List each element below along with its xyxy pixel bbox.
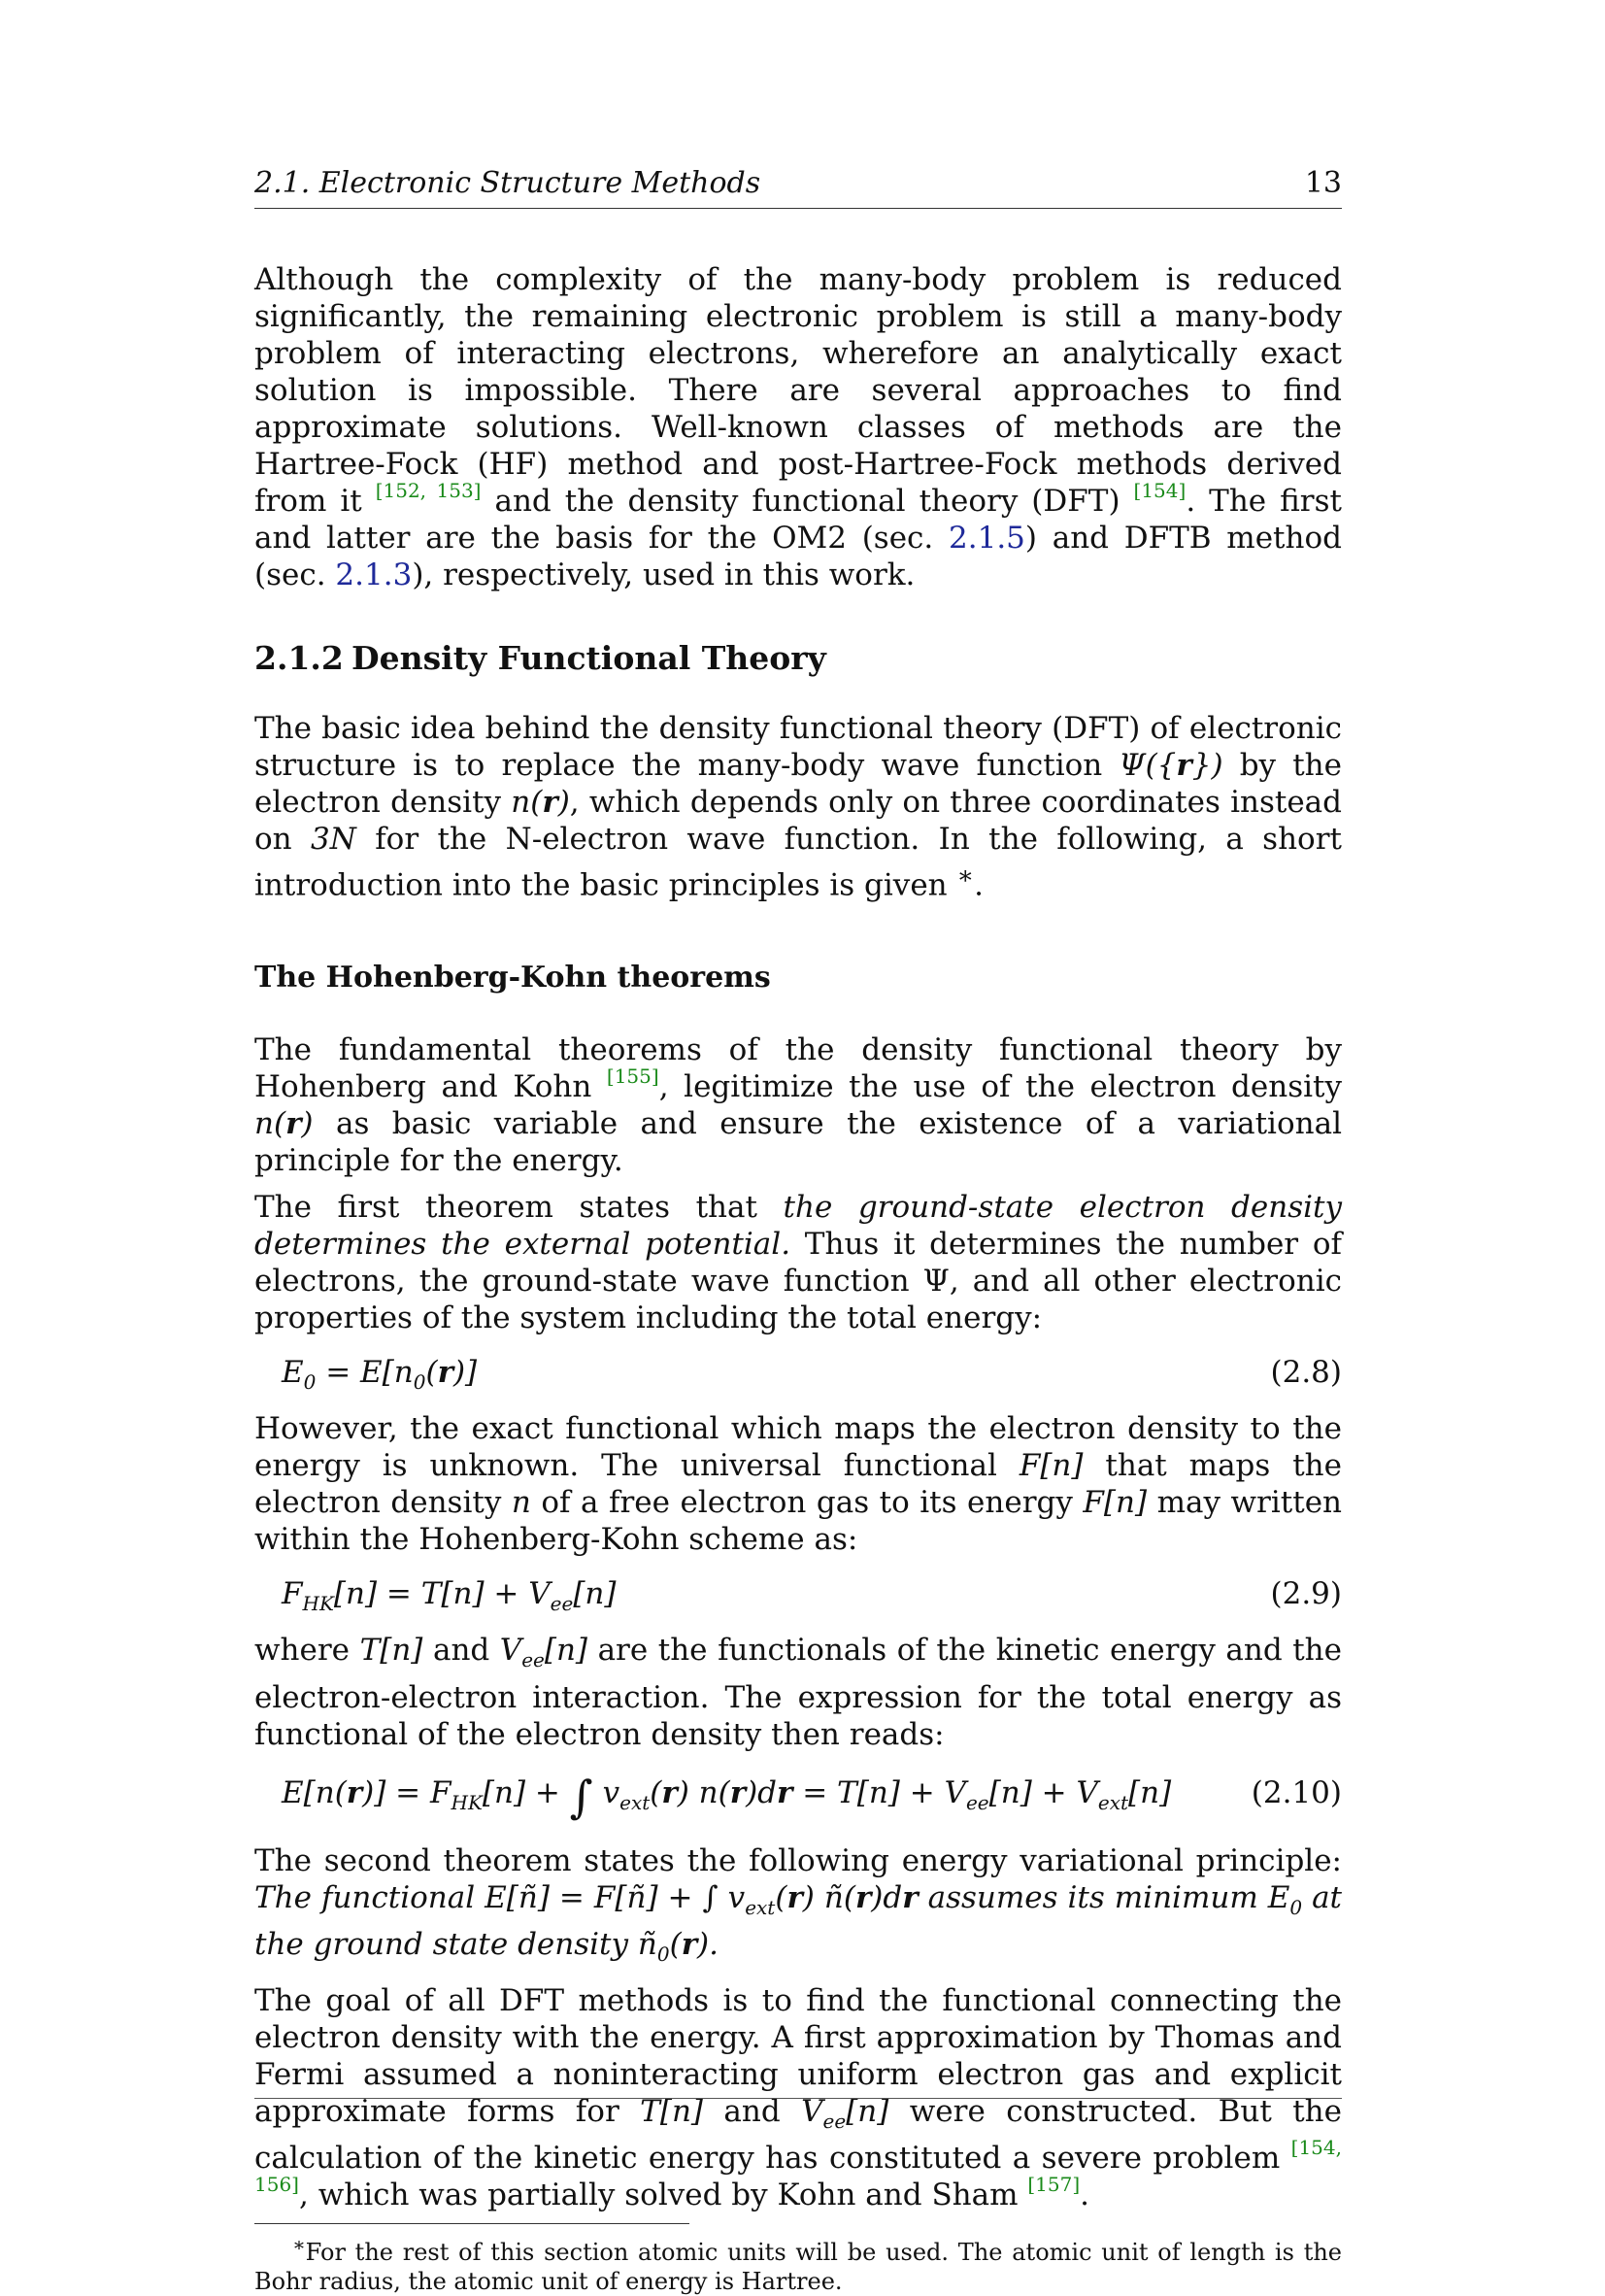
citation-154[interactable]: [154] [1133,479,1187,502]
page-bottom-rule [254,2098,1342,2099]
subsection-heading: The Hohenberg-Kohn theorems [254,961,771,996]
equation-2-9: $F_{HK}[n] = T[n] + V_{ee}[n]$ (2.9) [282,1576,1342,1616]
hk-paragraph-2: The first theorem states that the ground-state electron density determines the external potential. Thus it determines the number of electrons, the ground-state wave function Ψ, and all other electronic properties of the system including the total energy: [254,1190,1342,1336]
paragraph-thomas-fermi: The goal of all DFT methods is to find the functional connecting the electron density with the energy. A first approximation by Thomas and Fermi assumed a noninteracting uniform electron gas and explicit approximate forms for T[n] and $V_{ee}[n]$ were constructed. But the calculation of the kinetic energy has constituted a severe problem [154, 156], which was partially solved by Kohn and Sham [157]. [254,1982,1342,2213]
footnote [254,2230,1342,2296]
equation-number: (2.8) [1270,1355,1342,1391]
citation-152-153[interactable]: [152, 153] [375,479,482,502]
footnote-divider [254,2223,689,2224]
page-body [254,165,1342,2296]
equation-2-10: $E[n(r)] = F_{HK}[n]$ + ∫ $v_{ext}(r) n(r)dr = T[n] + V_{ee}[n] + V_{ext}[n]$ (2.10) [282,1770,1342,1823]
dft-intro-paragraph: The basic idea behind the density functional theory (DFT) of electronic structure is to replace the many-body wave function Ψ({r}) by the electron density n(r), which depends only on three coordinates instead on 3N for the N-electron wave function. In the following, a short introduction into the basic principles is given ∗. [254,711,1343,903]
integral-sign: ∫ [569,1770,593,1823]
intro-paragraph: Although the complexity of the many-body problem is reduced significantly, the remaining electronic problem is still a many-body problem of interacting electrons, wherefore an analytically exact solution is impossible. There are several approaches to find approximate solutions. Well-known classes of methods are the Hartree-Fock (HF) method and post-Hartree-Fock methods derived from it [152, 153] and the density functional theory (DFT) [154]. The first and latter are the basis for the OM2 (sec. 2.1.5) and DFTB method (sec. 2.1.3), respectively, used in this work. [254,262,1342,592]
equation-number: (2.9) [1270,1576,1342,1612]
footnote-marker[interactable]: ∗ [956,861,975,891]
hk-paragraph-1: The fundamental theorems of the density functional theory by Hohenberg and Kohn [155], legitimize the use of the electron density n(r) as basic variable and ensure the existence of a variational principle for the energy. [254,1032,1342,1179]
citation-157[interactable]: [157] [1027,2173,1081,2197]
section-title: Density Functional Theory [351,639,826,677]
citation-155[interactable]: [155] [606,1064,659,1089]
paragraph-second-theorem: The second theorem states the following energy variational principle: The functional E[ñ] = F[ñ] + ∫ $v_{ext}(r)$ ñ(r)dr assumes its minimum $E_0$ at the ground state density $ñ_0(r)$. [254,1842,1343,1966]
footnote-star: ∗ [292,2233,306,2257]
equation-2-8: $E_0 = E[n_0(r)]$ (2.8) [282,1355,1342,1395]
section-number: 2.1.2 [254,639,344,677]
running-header [254,165,1342,209]
page-number: 13 [1304,166,1342,200]
running-title: 2.1. Electronic Structure Methods [254,166,761,200]
section-ref-2-1-3[interactable]: 2.1.3 [335,557,413,592]
paragraph-functionals: where T[n] and $V_{ee}[n]$ are the functionals of the kinetic energy and the electron-electron interaction. The expression for the total energy as functional of the electron density then reads: [254,1633,1342,1752]
paragraph-universal-functional: However, the exact functional which maps the electron density to the energy is unknown. The universal functional F[n] that maps the electron density n of a free electron gas to its energy F[n] may written within the Hohenberg-Kohn scheme as: [254,1411,1343,1558]
section-heading [254,640,1342,677]
section-ref-2-1-5[interactable]: 2.1.5 [949,521,1025,556]
citation-154-156[interactable]: [154, 156] [254,2136,1342,2197]
footnote-text: For the rest of this section atomic units will be used. The atomic unit of length is the Bohr radius, the atomic unit of energy is Hartree. [254,2239,1342,2296]
equation-number: (2.10) [1251,1774,1342,1810]
